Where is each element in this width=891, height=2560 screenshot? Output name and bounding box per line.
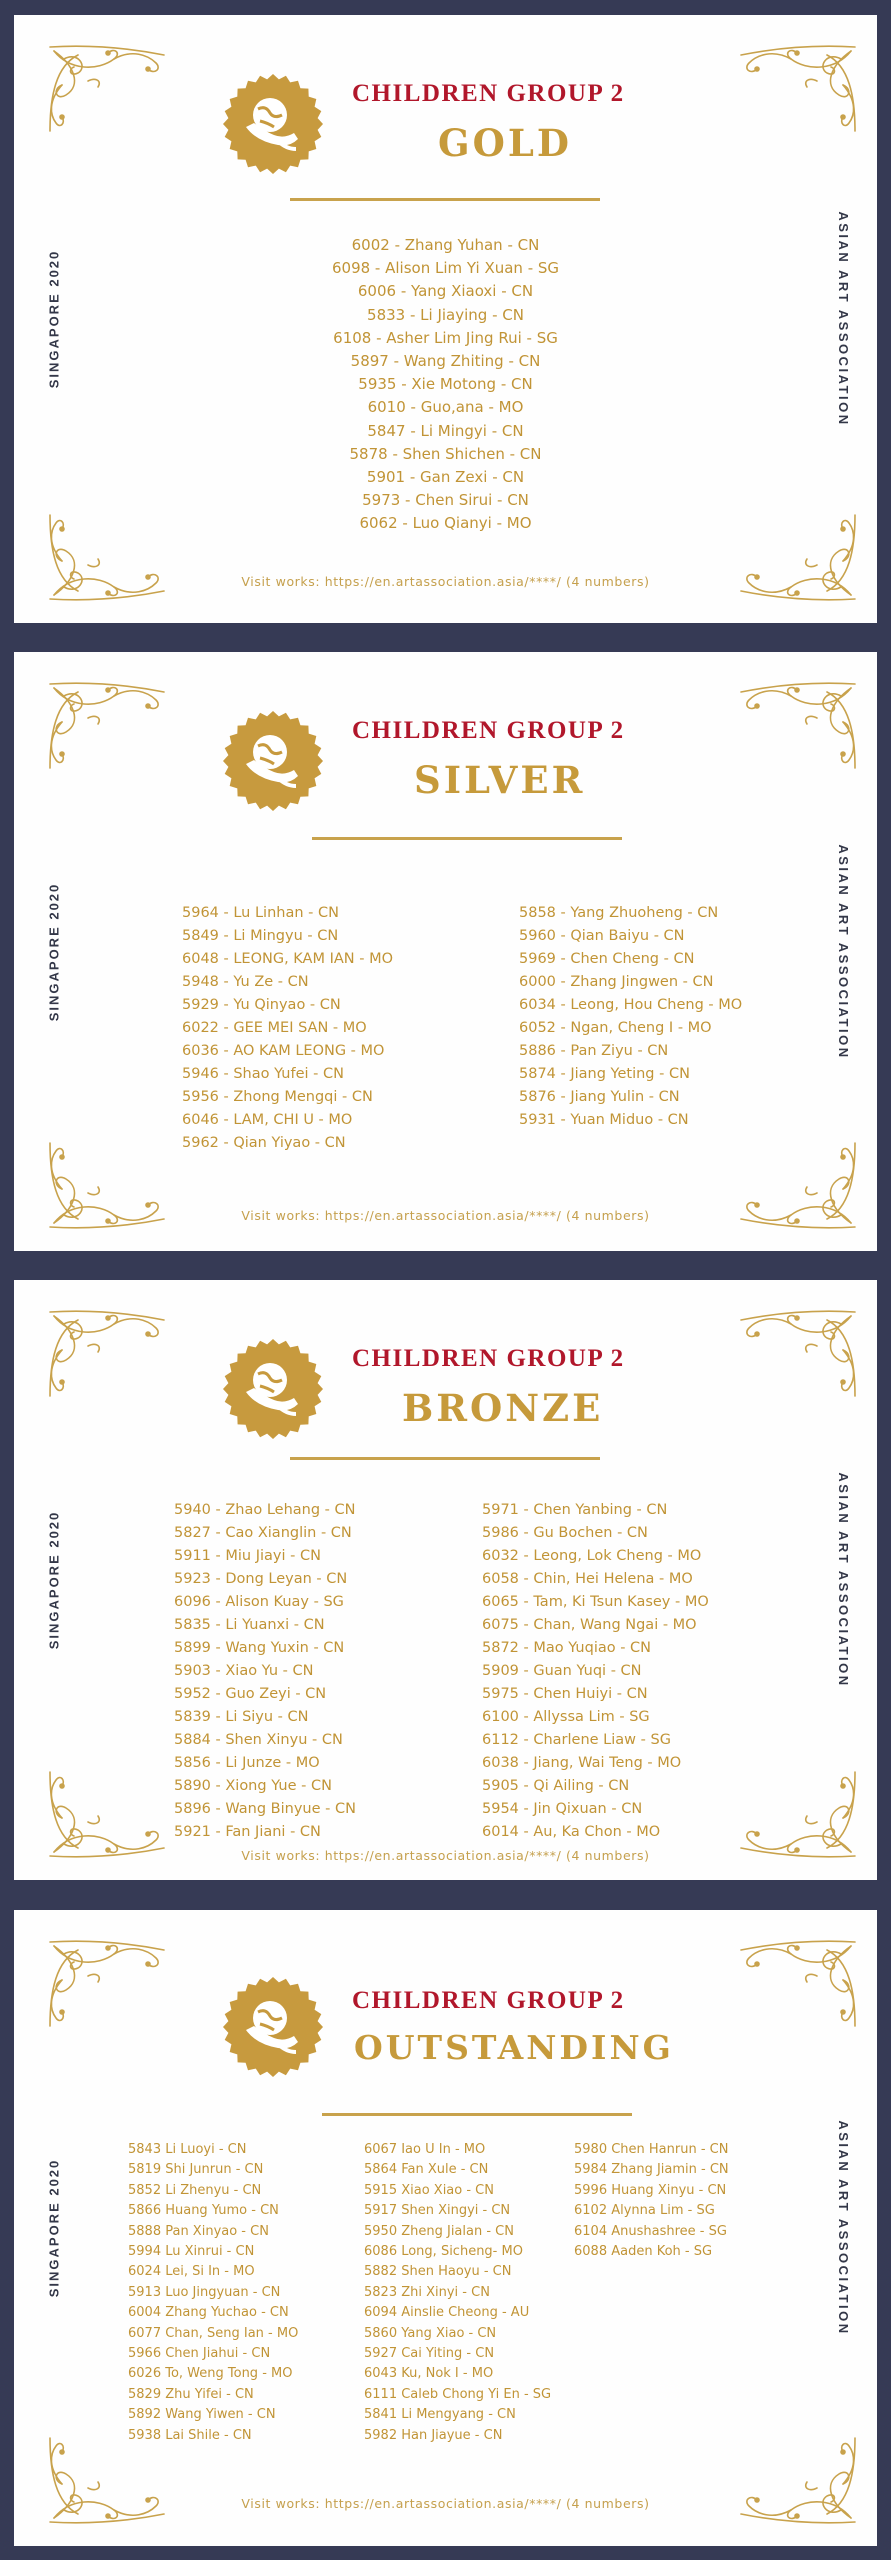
list-item: 5903 - Xiao Yu - CN [174,1663,314,1679]
list-item: 5956 - Zhong Mengqi - CN [182,1089,373,1105]
flourish-corner-icon [44,678,174,773]
list-item: 6111 Caleb Chong Yi En - SG [364,2386,552,2402]
flourish-corner-icon [44,2433,174,2528]
entries-column-2 [364,2140,551,2446]
list-item: 5896 - Wang Binyue - CN [174,1801,356,1817]
list-item: 6100 - Allyssa Lim - SG [482,1709,650,1725]
list-item: 5874 - Jiang Yeting - CN [519,1066,690,1082]
list-item: 6048 - LEONG, KAM IAN - MO [182,951,394,967]
list-item: 6006 - Yang Xiaoxi - CN [357,282,534,301]
list-item: 5835 - Li Yuanxi - CN [174,1617,325,1633]
list-item: 5890 - Xiong Yue - CN [174,1778,332,1794]
side-label-association: ASIAN ART ASSOCIATION [835,2120,851,2336]
list-item: 5973 - Chen Sirui - CN [362,491,529,510]
side-label-singapore: SINGAPORE 2020 [46,2158,62,2298]
list-item: 5905 - Qi Ailing - CN [482,1778,630,1794]
entries-column-left [174,1499,356,1844]
list-item: 5913 Luo Jingyuan - CN [128,2284,281,2300]
list-item: 5876 - Jiang Yulin - CN [519,1089,680,1105]
list-item: 6036 - AO KAM LEONG - MO [182,1043,385,1059]
list-item: 5829 Zhu Yifei - CN [128,2386,254,2402]
side-label-association: ASIAN ART ASSOCIATION [835,843,851,1060]
side-label-singapore: SINGAPORE 2020 [46,1510,62,1650]
entries-column-3 [574,2140,729,2262]
list-item: 6108 - Asher Lim Jing Rui - SG [333,328,558,347]
list-item: 6026 To, Weng Tong - MO [128,2366,293,2382]
list-item: 6014 - Au, Ka Chon - MO [482,1824,661,1840]
list-item: 5946 - Shao Yufei - CN [182,1066,344,1082]
list-item: 5888 Pan Xinyao - CN [128,2223,269,2239]
flourish-corner-icon [44,1936,174,2031]
list-item: 6002 - Zhang Yuhan - CN [351,236,540,254]
list-item: 5847 - Li Mingyi - CN [367,421,524,440]
list-item: 5823 Zhi Xinyi - CN [364,2284,490,2300]
list-item: 5982 Han Jiayue - CN [364,2427,503,2443]
award-title: GOLD [438,121,572,165]
list-item: 6075 - Chan, Wang Ngai - MO [482,1617,697,1633]
list-item: 5911 - Miu Jiayi - CN [174,1548,321,1564]
list-item: 6077 Chan, Seng Ian - MO [128,2325,299,2341]
list-item: 5917 Shen Xingyi - CN [364,2203,511,2219]
group-title: CHILDREN GROUP 2 [352,1987,625,2014]
list-item: 5938 Lai Shile - CN [128,2427,252,2443]
list-item: 5872 - Mao Yuqiao - CN [482,1640,652,1656]
entries-column-left [182,902,393,1155]
list-item: 5954 - Jin Qixuan - CN [482,1801,643,1817]
gold-panel [14,15,877,623]
list-item: 5858 - Yang Zhuoheng - CN [519,905,719,921]
side-label-association: ASIAN ART ASSOCIATION [835,1472,851,1688]
list-item: 6102 Alynna Lim - SG [574,2203,715,2219]
list-item: 5940 - Zhao Lehang - CN [174,1502,356,1518]
side-label-singapore: SINGAPORE 2020 [46,249,62,389]
list-item: 5892 Wang Yiwen - CN [128,2407,276,2423]
list-item: 6058 - Chin, Hei Helena - MO [482,1571,693,1587]
list-item: 6052 - Ngan, Cheng I - MO [519,1020,712,1036]
list-item: 5860 Yang Xiao - CN [364,2325,497,2341]
bronze-panel [14,1280,877,1880]
list-item: 6098 - Alison Lim Yi Xuan - SG [331,259,560,278]
list-item: 6062 - Luo Qianyi - MO [359,514,532,533]
entries-column-1 [128,2140,298,2446]
list-item: 5841 Li Mengyang - CN [364,2407,516,2423]
list-item: 5866 Huang Yumo - CN [128,2203,279,2219]
list-item: 5923 - Dong Leyan - CN [174,1571,348,1587]
list-item: 5969 - Chen Cheng - CN [519,951,695,967]
list-item: 5852 Li Zhenyu - CN [128,2182,262,2198]
group-title: CHILDREN GROUP 2 [352,80,625,107]
list-item: 6032 - Leong, Lok Cheng - MO [482,1548,702,1564]
flourish-corner-icon [731,41,861,136]
footer-link: Visit works: https://en.artassociation.asia/****/ (4 numbers) [241,1848,650,1863]
list-item: 6104 Anushashree - SG [574,2223,727,2239]
footer-link: Visit works: https://en.artassociation.asia/****/ (4 numbers) [241,2496,650,2511]
list-item: 6094 Ainslie Cheong - AU [364,2305,530,2321]
flourish-corner-icon [44,41,174,136]
list-item: 5996 Huang Xinyu - CN [574,2182,727,2198]
list-item: 6004 Zhang Yuchao - CN [128,2305,289,2321]
list-item: 5935 - Xie Motong - CN [358,375,533,394]
list-item: 5960 - Qian Baiyu - CN [519,928,685,944]
list-item: 6038 - Jiang, Wai Teng - MO [482,1755,682,1771]
list-item: 6086 Long, Sicheng- MO [364,2244,523,2260]
list-item: 5856 - Li Junze - MO [174,1755,320,1771]
list-item: 6024 Lei, Si In - MO [128,2264,255,2280]
flourish-corner-icon [44,1306,174,1401]
footer-link: Visit works: https://en.artassociation.asia/****/ (4 numbers) [241,1208,650,1223]
list-item: 5971 - Chen Yanbing - CN [482,1502,668,1518]
list-item: 5843 Li Luoyi - CN [128,2142,247,2157]
side-label-singapore: SINGAPORE 2020 [46,882,62,1021]
award-title: BRONZE [402,1386,604,1430]
side-label-association: ASIAN ART ASSOCIATION [835,211,851,427]
globe-hand-logo-icon [220,71,326,177]
entries-column-right [482,1499,709,1844]
entries-list [14,234,877,536]
list-item: 6043 Ku, Nok I - MO [364,2366,494,2382]
list-item: 6065 - Tam, Ki Tsun Kasey - MO [482,1594,709,1610]
title-rule [290,1457,600,1460]
list-item: 5927 Cai Yiting - CN [364,2346,495,2362]
list-item: 5878 - Shen Shichen - CN [349,444,542,463]
silver-panel [14,652,877,1251]
list-item: 6067 Iao U In - MO [364,2142,486,2157]
list-item: 5897 - Wang Zhiting - CN [350,352,541,371]
globe-hand-logo-icon [220,1974,326,2080]
list-item: 5819 Shi Junrun - CN [128,2162,264,2178]
list-item: 5921 - Fan Jiani - CN [174,1824,321,1840]
list-item: 5929 - Yu Qinyao - CN [182,997,341,1013]
group-title: CHILDREN GROUP 2 [352,717,625,744]
list-item: 5882 Shen Haoyu - CN [364,2264,512,2280]
footer-link: Visit works: https://en.artassociation.asia/****/ (4 numbers) [241,574,650,589]
list-item: 5864 Fan Xule - CN [364,2162,489,2178]
list-item: 5962 - Qian Yiyao - CN [182,1135,346,1151]
list-item: 5931 - Yuan Miduo - CN [519,1112,689,1128]
list-item: 5886 - Pan Ziyu - CN [519,1043,669,1059]
flourish-corner-icon [731,678,861,773]
list-item: 6010 - Guo,ana - MO [367,398,524,417]
list-item: 6096 - Alison Kuay - SG [174,1594,344,1610]
list-item: 5915 Xiao Xiao - CN [364,2182,494,2198]
list-item: 6034 - Leong, Hou Cheng - MO [519,997,743,1013]
entries-column-right [519,902,742,1132]
list-item: 6046 - LAM, CHI U - MO [182,1112,353,1128]
list-item: 5901 - Gan Zexi - CN [366,468,525,487]
list-item: 5986 - Gu Bochen - CN [482,1525,648,1541]
list-item: 5849 - Li Mingyu - CN [182,928,339,944]
title-rule [322,2113,632,2116]
list-item: 5952 - Guo Zeyi - CN [174,1686,327,1702]
award-title: OUTSTANDING [354,2028,674,2067]
list-item: 5827 - Cao Xianglin - CN [174,1525,352,1541]
flourish-corner-icon [731,2433,861,2528]
list-item: 6000 - Zhang Jingwen - CN [519,974,714,990]
list-item: 5994 Lu Xinrui - CN [128,2244,255,2260]
flourish-corner-icon [731,1306,861,1401]
title-rule [312,837,622,840]
list-item: 6112 - Charlene Liaw - SG [482,1732,671,1748]
list-item: 5984 Zhang Jiamin - CN [574,2162,729,2178]
globe-hand-logo-icon [220,1336,326,1442]
list-item: 5884 - Shen Xinyu - CN [174,1732,343,1748]
list-item: 5964 - Lu Linhan - CN [182,905,339,921]
list-item: 5975 - Chen Huiyi - CN [482,1686,648,1702]
group-title: CHILDREN GROUP 2 [352,1345,625,1372]
list-item: 5948 - Yu Ze - CN [182,974,309,990]
list-item: 6088 Aaden Koh - SG [574,2244,713,2260]
list-item: 5839 - Li Siyu - CN [174,1709,309,1725]
list-item: 5833 - Li Jiaying - CN [367,305,524,324]
list-item: 5966 Chen Jiahui - CN [128,2346,271,2362]
list-item: 5899 - Wang Yuxin - CN [174,1640,345,1656]
list-item: 5950 Zheng Jialan - CN [364,2223,514,2239]
globe-hand-logo-icon [220,708,326,814]
award-title: SILVER [414,758,586,802]
flourish-corner-icon [731,1936,861,2031]
list-item: 5909 - Guan Yuqi - CN [482,1663,642,1679]
title-rule [290,198,600,201]
list-item: 5980 Chen Hanrun - CN [574,2142,729,2157]
outstanding-panel [14,1910,877,2546]
list-item: 6022 - GEE MEI SAN - MO [182,1020,367,1036]
